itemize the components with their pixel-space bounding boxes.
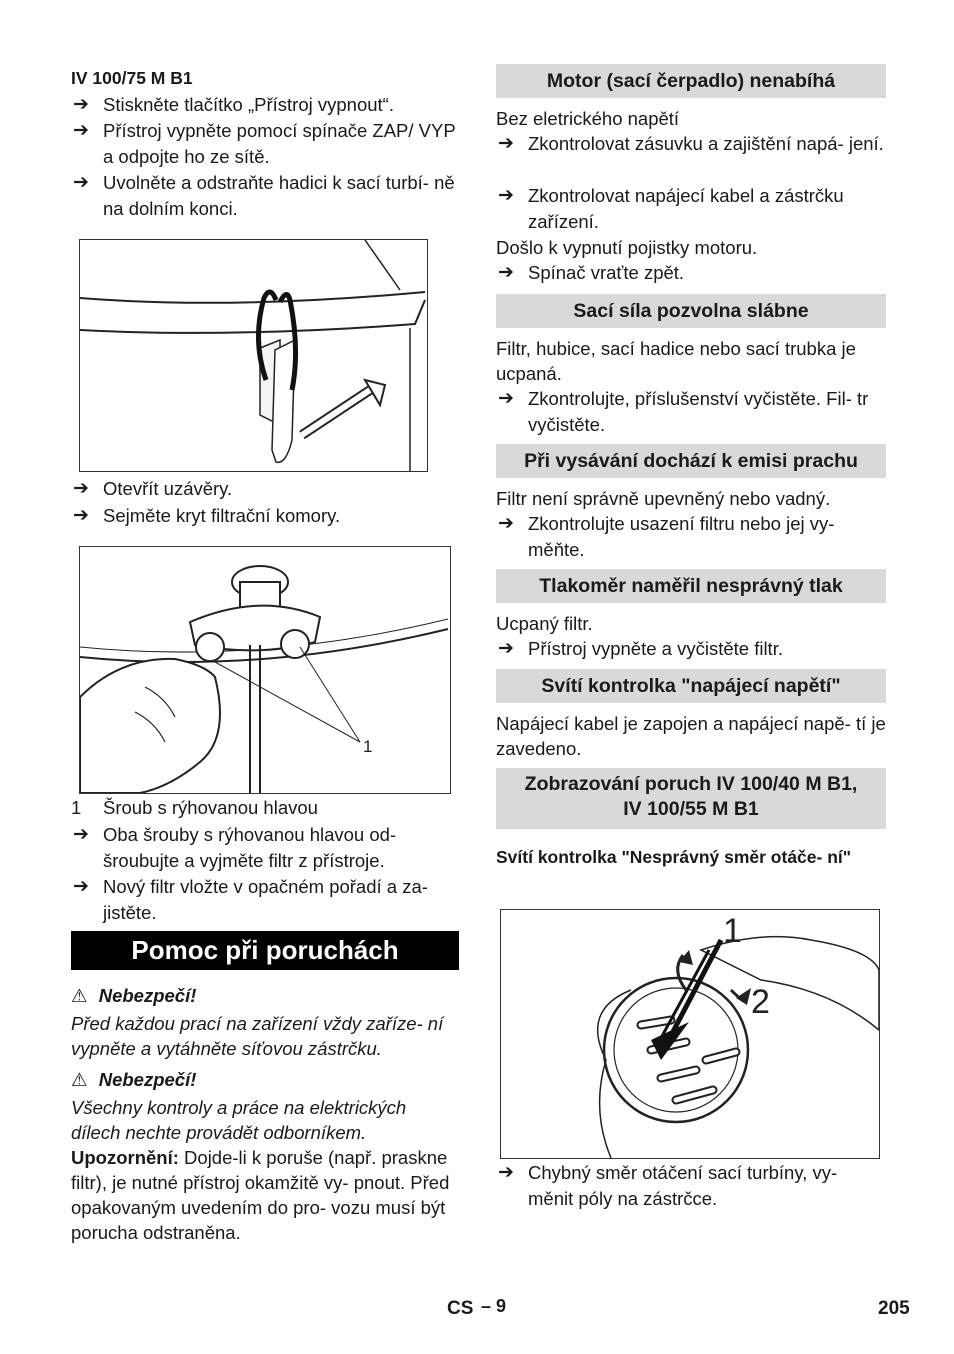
figure-callout-1: 1 — [363, 737, 373, 756]
section-title-line: IV 100/55 M B1 — [623, 798, 759, 820]
step-item: ➔ Otevřít uzávěry. — [71, 476, 459, 502]
figure-plug-poles — [500, 909, 880, 1159]
note-label: Upozornění: — [71, 1147, 179, 1168]
hose-clamp-illustration — [80, 240, 427, 471]
danger-heading-1: ⚠ Nebezpečí! — [71, 985, 197, 1006]
arrow-right-icon: ➔ — [498, 513, 514, 534]
note-text: Dojde-li k poruše (např. praskne filtr), je nutné přístroj okamžitě vy- pnout. Před opakovaným uvedením do pro- vozu musí být porucha odstraněna. — [71, 1147, 450, 1243]
section-dust-emission: Při vysávání dochází k emisi prachu — [496, 444, 886, 478]
footer-language: CS — [447, 1298, 474, 1319]
legend-number: 1 — [71, 797, 82, 818]
arrow-right-icon: ➔ — [73, 824, 89, 845]
arrow-right-icon: ➔ — [73, 172, 89, 193]
cause-text: Filtr není správně upevněný nebo vadný. — [496, 488, 831, 509]
arrow-right-icon: ➔ — [73, 505, 89, 526]
plug-poles-illustration — [501, 910, 879, 1158]
danger-text-1: Před každou prací na zařízení vždy zaříze- ní vypněte a vytáhněte síťovou zástrčku. — [71, 1013, 444, 1059]
arrow-right-icon: ➔ — [73, 876, 89, 897]
step-item: ➔ Zkontrolovat napájecí kabel a zástrčku zařízení. — [498, 185, 844, 232]
arrow-right-icon: ➔ — [498, 133, 514, 154]
step-item: ➔ Chybný směr otáčení sací turbíny, vy- měnit póly na zástrčce. — [498, 1162, 838, 1209]
step-item: ➔ Nový filtr vložte v opačném pořadí a za- jistěte. — [73, 876, 428, 923]
filter-screws-illustration — [80, 547, 450, 793]
arrow-right-icon: ➔ — [498, 388, 514, 409]
arrow-right-icon: ➔ — [498, 185, 514, 206]
section-supply-voltage: Svítí kontrolka "napájecí napětí" — [496, 669, 886, 703]
arrow-right-icon: ➔ — [498, 1162, 514, 1183]
page-number: 205 — [878, 1298, 910, 1319]
figure-hose-clamp — [79, 239, 428, 472]
arrow-right-icon: ➔ — [73, 478, 89, 499]
step-item: ➔ Zkontrolujte, příslušenství vyčistěte. Fil- tr vyčistěte. — [498, 388, 869, 435]
section-title-troubleshooting: Pomoc při poruchách — [71, 931, 459, 970]
step-item: ➔ Zkontrolovat zásuvku a zajištění napá- jení. — [496, 131, 886, 157]
figure-label-2: 2 — [751, 983, 770, 1021]
warning-triangle-icon: ⚠ — [71, 985, 88, 1006]
step-item: ➔ Přístroj vypněte pomocí spínače ZAP/ VYP a odpojte ho ze sítě. — [73, 120, 456, 167]
figure-filter-screws — [79, 546, 451, 794]
footer-page-ref: – 9 — [481, 1296, 507, 1316]
step-item: ➔ Zkontrolujte usazení filtru nebo jej vy- měňte. — [498, 513, 835, 560]
arrow-right-icon: ➔ — [73, 94, 89, 115]
step-item: ➔ Oba šrouby s rýhovanou hlavou od- šroubujte a vyjměte filtr z přístroje. — [73, 824, 397, 871]
step-item: ➔ Sejměte kryt filtrační komory. — [71, 503, 459, 529]
section-motor: Motor (sací čerpadlo) nenabíhá — [496, 64, 886, 98]
step-item: ➔ Stiskněte tlačítko „Přístroj vypnout“. — [71, 92, 459, 118]
warning-triangle-icon: ⚠ — [71, 1069, 88, 1090]
arrow-right-icon: ➔ — [498, 638, 514, 659]
figure-label-1: 1 — [723, 912, 742, 950]
model-title: IV 100/75 M B1 — [71, 68, 193, 88]
danger-heading-2: ⚠ Nebezpečí! — [71, 1069, 197, 1090]
note-paragraph — [71, 1145, 459, 1245]
step-item: ➔ Přístroj vypněte a vyčistěte filtr. — [496, 636, 886, 662]
cause-text: Došlo k vypnutí pojistky motoru. — [496, 237, 758, 258]
cause-text: Ucpaný filtr. — [496, 613, 593, 634]
step-item: ➔ Spínač vraťte zpět. — [496, 260, 886, 286]
danger-text-2: Všechny kontroly a práce na elektrických dílech nechte provádět odborníkem. — [71, 1097, 407, 1143]
arrow-right-icon: ➔ — [73, 120, 89, 141]
section-fault-display — [496, 768, 886, 829]
cause-text: Bez eletrického napětí — [496, 108, 680, 129]
section-suction-power: Sací síla pozvolna slábne — [496, 294, 886, 328]
arrow-right-icon: ➔ — [498, 262, 514, 283]
fault-subheading: Svítí kontrolka "Nesprávný směr otáče- ní" — [496, 847, 852, 867]
section-title-line: Zobrazování poruch IV 100/40 M B1, — [524, 773, 858, 795]
info-text: Napájecí kabel je zapojen a napájecí napě- tí je zavedeno. — [496, 713, 886, 759]
legend-text: Šroub s rýhovanou hlavou — [103, 797, 318, 818]
step-item: ➔ Uvolněte a odstraňte hadici k sací turbí- ně na dolním konci. — [73, 172, 455, 219]
section-pressure-gauge: Tlakoměr naměřil nesprávný tlak — [496, 569, 886, 603]
cause-text: Filtr, hubice, sací hadice nebo sací trubka je ucpaná. — [496, 338, 856, 384]
